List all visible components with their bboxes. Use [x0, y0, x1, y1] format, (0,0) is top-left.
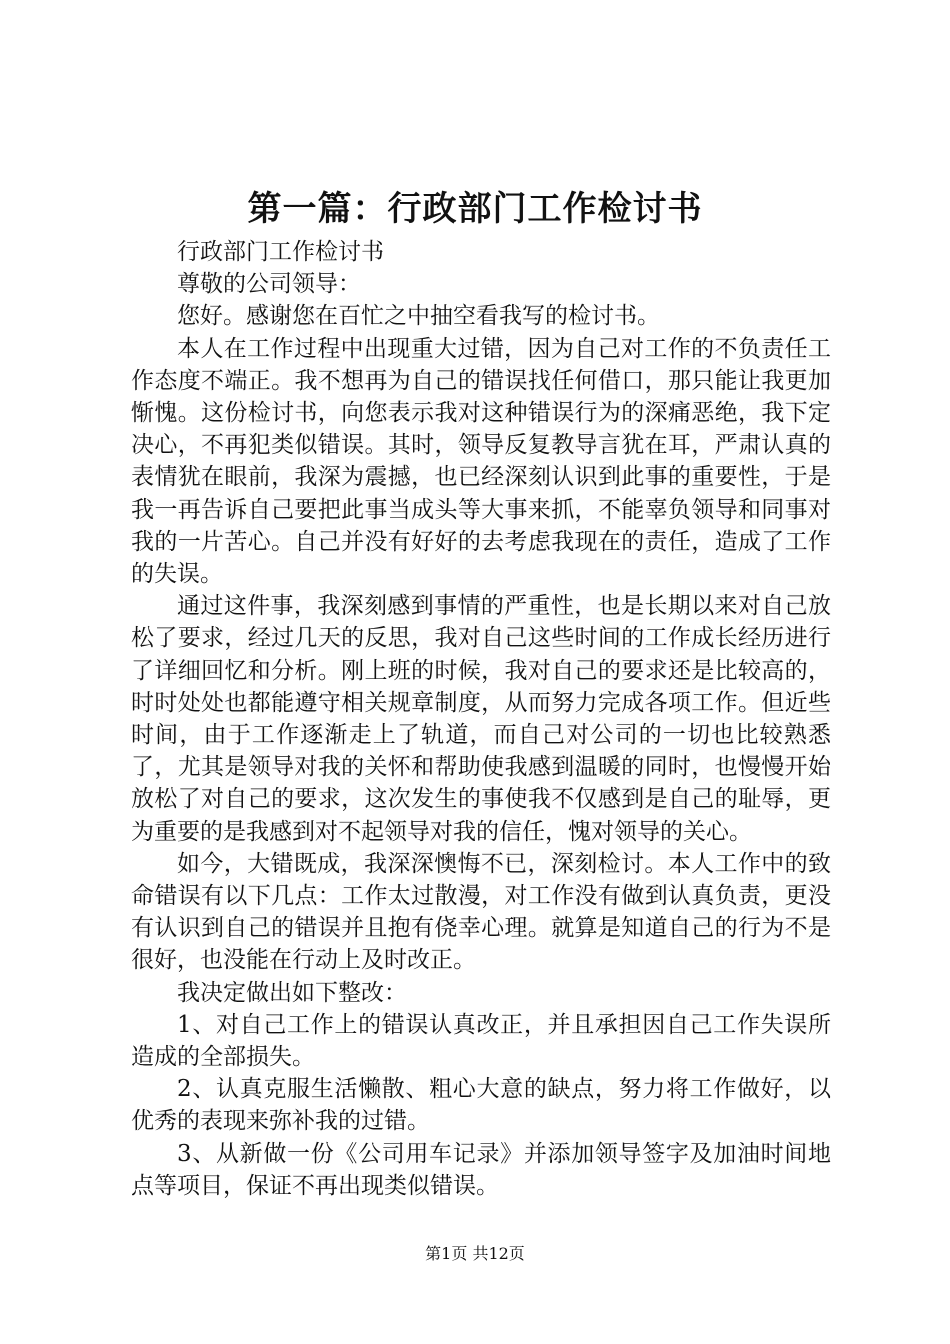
- paragraph: 本人在工作过程中出现重大过错，因为自己对工作的不负责任工作态度不端正。我不想再为自己的错误找任何借口，那只能让我更加惭愧。这份检讨书，向您表示我对这种错误行为的深痛恶绝，我下定决心，不再犯类似错误。其时，领导反复教导言犹在耳，严肃认真的表情犹在眼前，我深为震撼，也已经深刻认识到此事的重要性，于是我一再告诉自己要把此事当成头等大事来抓，不能辜负领导和同事对我的一片苦心。自己并没有好好的去考虑我现在的责任，造成了工作的失误。: [131, 335, 831, 588]
- paragraph: 如今，大错既成，我深深懊悔不已，深刻检讨。本人工作中的致命错误有以下几点：工作太过散漫，对工作没有做到认真负责，更没有认识到自己的错误并且抱有侥幸心理。就算是知道自己的行为不是很好，也没能在行动上及时改正。: [131, 850, 831, 974]
- list-item: 2、认真克服生活懒散、粗心大意的缺点，努力将工作做好，以优秀的表现来弥补我的过错。: [131, 1076, 831, 1135]
- list-item: 1、对自己工作上的错误认真改正，并且承担因自己工作失误所造成的全部损失。: [131, 1011, 831, 1071]
- paragraph: 我决定做出如下整改：: [177, 979, 407, 1006]
- page-number: 第1页 共12页: [425, 1244, 525, 1263]
- document-body: [131, 236, 831, 1202]
- document-title: 第一篇：行政部门工作检讨书: [247, 189, 703, 229]
- paragraph: 通过这件事，我深刻感到事情的严重性，也是长期以来对自己放松了要求，经过几天的反思，我对自己这些时间的工作成长经历进行了详细回忆和分析。刚上班的时候，我对自己的要求还是比较高的，时时处处也都能遵守相关规章制度，从而努力完成各项工作。但近些时间，由于工作逐渐走上了轨道，而自己对公司的一切也比较熟悉了，尤其是领导对我的关怀和帮助使我感到温暖的同时，也慢慢开始放松了对自己的要求，这次发生的事使我不仅感到是自己的耻辱，更为重要的是我感到对不起领导对我的信任，愧对领导的关心。: [131, 593, 831, 845]
- paragraph-greeting: 您好。感谢您在百忙之中抽空看我写的检讨书。: [177, 303, 660, 330]
- paragraph-salutation: 尊敬的公司领导：: [177, 271, 361, 298]
- paragraph-heading: 行政部门工作检讨书: [177, 239, 384, 265]
- list-item: 3、从新做一份《公司用车记录》并添加领导签字及加油时间地点等项目，保证不再出现类似错误。: [131, 1140, 831, 1199]
